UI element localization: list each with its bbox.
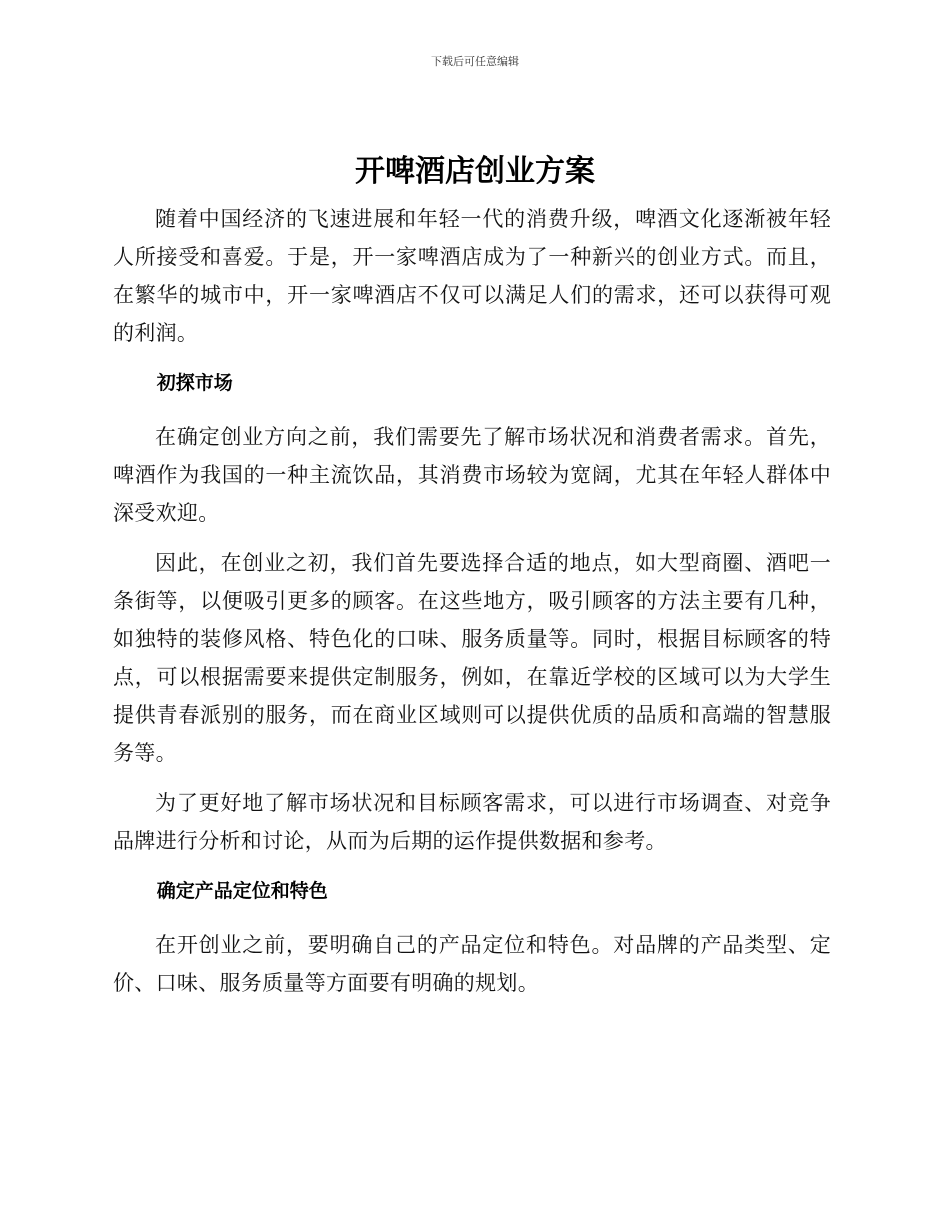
header-note: 下载后可任意编辑: [431, 55, 519, 68]
document-body: [113, 200, 831, 1014]
page-title: 开啤酒店创业方案: [355, 154, 595, 189]
paragraph-positioning-1: 在开创业之前，要明确自己的产品定位和特色。对品牌的产品类型、定价、口味、服务质量等方面要有明确的规划。: [113, 933, 831, 995]
section-heading-market: 初探市场: [156, 372, 233, 394]
paragraph-market-2: 因此，在创业之初，我们首先要选择合适的地点，如大型商圈、酒吧一条街等，以便吸引更多的顾客。在这些地方，吸引顾客的方法主要有几种，如独特的装修风格、特色化的口味、服务质量等。同时，根据目标顾客的特点，可以根据需要来提供定制服务，例如，在靠近学校的区域可以为大学生提供青春派别的服务，而在商业区域则可以提供优质的品质和高端的智慧服务等。: [113, 551, 831, 765]
paragraph-market-3: 为了更好地了解市场状况和目标顾客需求，可以进行市场调查、对竞争品牌进行分析和讨论，从而为后期的运作提供数据和参考。: [113, 791, 831, 853]
paragraph-market-1: 在确定创业方向之前，我们需要先了解市场状况和消费者需求。首先，啤酒作为我国的一种主流饮品，其消费市场较为宽阔，尤其在年轻人群体中深受欢迎。: [113, 425, 831, 525]
paragraph-intro: 随着中国经济的飞速进展和年轻一代的消费升级，啤酒文化逐渐被年轻人所接受和喜爱。于是，开一家啤酒店成为了一种新兴的创业方式。而且，在繁华的城市中，开一家啤酒店不仅可以满足人们的需求，还可以获得可观的利润。: [113, 207, 831, 345]
section-heading-positioning: 确定产品定位和特色: [156, 880, 328, 902]
